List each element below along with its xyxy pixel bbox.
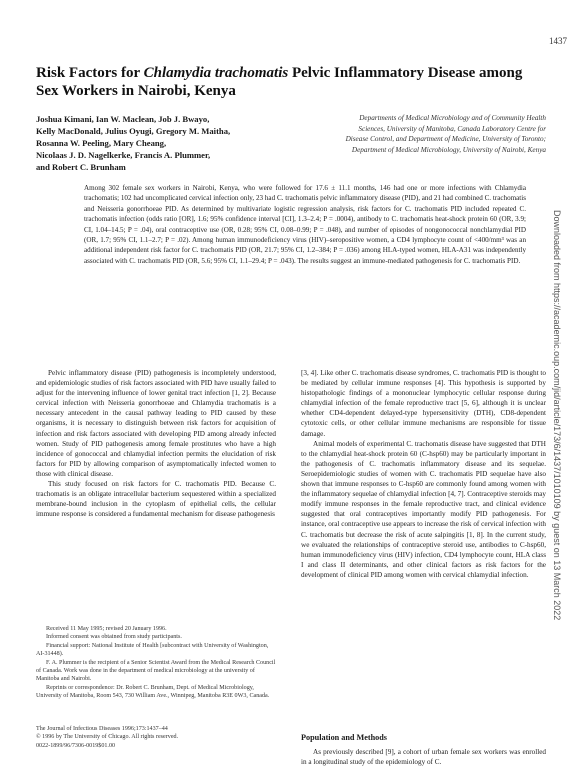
body-paragraph: Animal models of experimental C. trachomatis disease have suggested that DTH to the chlamydial heat-shock protein 60 (C-hsp60) may be particularly important in the pathogenesis of C. trachomatis inflammatory disease and its sequelae. Seroepidemiologic studies of women with C. trachomatis PID sequelae have also shown that immune responses to C-hsp60 are commonly found among women with the inflammatory sequelae of chlamydial infection [4, 7]. Contraceptive steroids may modify immune responses in the female reproductive tract, and clinical evidence suggested that oral contraceptives importantly modify PID pathogenesis. For instance, oral contraceptive use appears to increase the risk of cervical infection with C. trachomatis but decrease the risk of acute salpingitis [1, 8]. In the current study, we evaluated the relationships of contraceptive steroid use, antibodies to C-hsp60, human immunodeficiency virus (HIV) infection, CD4 lymphocyte count, HLA class I and class II determinants, and other clinical factors as risk factors for the development of clinical PID among women with cervical chlamydial infection. — [301, 439, 546, 579]
footnote: Reprints or correspondence: Dr. Robert C. Brunham, Dept. of Medical Microbiology, University of Manitoba, Room 543, 730 William Ave., Winnipeg, Manitoba R3E 0W3, Canada. — [36, 684, 270, 700]
author-line: Rosanna W. Peeling, Mary Cheang, — [36, 138, 167, 148]
footnote: Received 11 May 1995; revised 20 January 1996. — [46, 626, 167, 632]
affiliation-line: Department of Medical Microbiology, University of Nairobi, Kenya — [351, 145, 546, 154]
body-paragraph: [3, 4]. Like other C. trachomatis disease syndromes, C. trachomatis PID is thought to be mediated by cellular immune responses [4]. This hypothesis is supported by histopathologic findings of a mononuclear lymphocytic cellular response during chlamydial infection of the female reproductive tract [5, 6], although it is unclear whether CD4-dependent delayed-type hypersensitivity (DTH), CD8-dependent cytotoxic cells, or other cellular immune mechanisms are responsible for tissue damage. — [301, 369, 546, 438]
title-prefix: Risk Factors for — [36, 65, 144, 81]
section-paragraph: As previously described [9], a cohort of urban female sex workers was enrolled in a longitudinal study of the epidemiology of C. — [301, 748, 546, 767]
affiliation-line: Disease Control, and Department of Medicine, University of Toronto; — [345, 135, 546, 143]
journal-line: The Journal of Infectious Diseases 1996;173:1437–44 — [36, 726, 168, 732]
affiliation-line: Sciences, University of Manitoba, Canada Laboratory Centre for — [358, 124, 546, 133]
section-heading: Population and Methods — [301, 733, 387, 742]
download-watermark — [552, 210, 576, 750]
journal-line: © 1996 by The University of Chicago. All rights reserved. — [36, 734, 179, 741]
abstract: Among 302 female sex workers in Nairobi, Kenya, who were followed for 17.6 ± 11.1 months, 146 had one or more infections with Chlamydia trachomatis; 102 had uncomplicated cervical infection only, 23 had C. trachomatis pelvic inflammatory disease (PID), and 21 had combined C. trachomatis and Neisseria gonorrhoeae PID. As determined by multivariate logistic regression analysis, risk factors for C. trachomatis PID included repeated C. trachomatis infection (odds ratio [OR], 1.6; 95% confidence interval [CI], 1.3–2.4; P = .0004), antibody to C. trachomatis heat-shock protein 60 (OR, 3.9; CI, 1.04–14.5; P = .04), oral contraceptive use (OR, 0.28; 95% CI, 0.08–0.99; P = .048), and number of episodes of nongonococcal nonchlamydial PID (OR, 1.7; 95% CI, 1.1–2.7; P = .02). Among human immunodeficiency virus (HIV)–seropositive women, a CD4 lymphocyte count of <400/mm³ was an additional independent risk factor for C. trachomatis PID (OR, 21.7; 95% CI, 1.2–384; P = .036) among HLA-typed women, HLA-A31 was independently associated with C. trachomatis PID (OR, 5.6; 95% CI, 1.1–29.4; P = .043). The results suggest an immune-mediated pathogenesis for C. trachomatis PID. — [84, 184, 526, 265]
footnote: Financial support: National Institute of Health [subcontract with University of Washington, AI-31448). — [36, 642, 269, 658]
footnotes — [36, 625, 276, 701]
title-suffix: Pelvic Inflammatory Disease among Sex Workers in Nairobi, Kenya — [36, 65, 523, 99]
author-list — [36, 113, 306, 173]
author-line: and Robert C. Brunham — [36, 162, 126, 172]
download-watermark-text: Downloaded from https://academic.oup.com/jid/article/173/6/1437/1010109 by guest on 13 March 2022 — [552, 210, 562, 621]
affiliations — [300, 113, 546, 155]
footnote: F. A. Plummer is the recipient of a Senior Scientist Award from the Medical Research Council of Canada. Work was done in the department of medical microbiology at the university of Manitoba and Nairobi. — [36, 659, 276, 683]
body-right-column — [301, 368, 546, 580]
body-left-column — [36, 368, 276, 519]
page-number: 1437 — [549, 36, 567, 46]
journal-citation — [36, 725, 276, 750]
author-line: Nicolaas J. D. Nagelkerke, Francis A. Plummer, — [36, 150, 211, 160]
author-line: Kelly MacDonald, Julius Oyugi, Gregory M. Maitha, — [36, 126, 231, 136]
title-organism: Chlamydia trachomatis — [143, 65, 289, 81]
body-paragraph: Pelvic inflammatory disease (PID) pathogenesis is incompletely understood, and epidemiologic studies of risk factors associated with PID have usually failed to adjust for the intervening influence of lower genital tract infection [1, 2]. Because cervical infection with Neisseria gonorrhoeae and Chlamydia trachomatis is a necessary antecedent in the causal pathway leading to PID caused by these organisms, it is necessary to distinguish between risk factors for acquisition of infection and risk factors associated with developing PID among already infected women. Study of PID pathogenesis among female prostitutes who have a high incidence of gonococcal and chlamydial infection permits the elucidation of risk factors for PID by allowing comparison of asymptomatically infected women to those with clinical disease. — [36, 369, 276, 478]
body-paragraph: This study focused on risk factors for C. trachomatis PID. Because C. trachomatis is an obligate intracellular bacterium sequestered within a specialized membrane-bound inclusion in the cytoplasm of epithelial cells, the cellular immune response is considered a fundamental mechanism for disease pathogenesis — [36, 480, 276, 519]
affiliation-line: Departments of Medical Microbiology and of Community Health — [359, 114, 546, 122]
author-line: Joshua Kimani, Ian W. Maclean, Job J. Bwayo, — [36, 114, 210, 124]
article-title — [36, 64, 536, 100]
footnote: Informed consent was obtained from study participants. — [46, 634, 182, 641]
journal-line: 0022-1899/96/7306-0019$01.00 — [36, 742, 116, 749]
